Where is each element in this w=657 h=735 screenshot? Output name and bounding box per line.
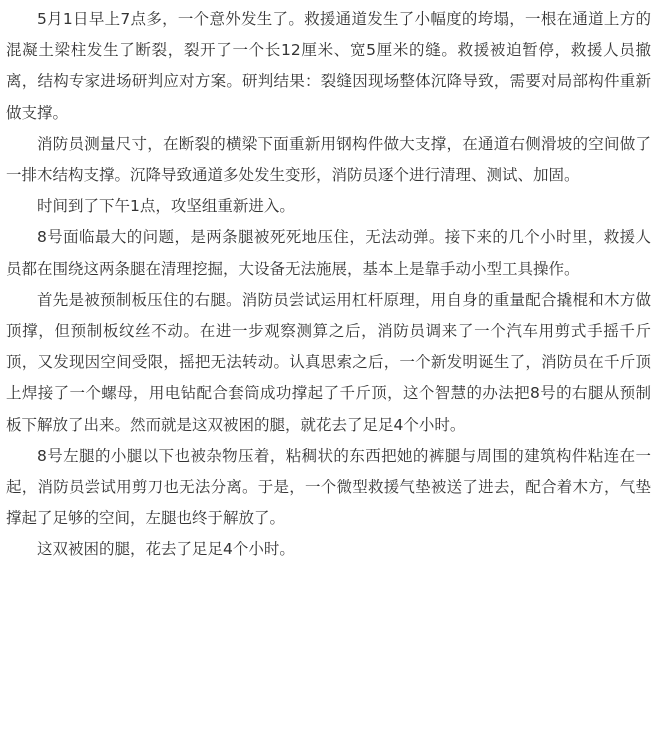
paragraph-2: 消防员测量尺寸，在断裂的横梁下面重新用钢构件做大支撑，在通道右侧滑坡的空间做了一排木结构支撑。沉降导致通道多处发生变形，消防员逐个进行清理、测试、加固。 (6, 134, 651, 185)
paragraph-5: 首先是被预制板压住的右腿。消防员尝试运用杠杆原理，用自身的重量配合撬棍和木方做顶撑，但预制板纹丝不动。在进一步观察测算之后，消防员调来了一个汽车用剪式手摇千斤顶，又发现因空间受限，摇把无法转动。认真思索之后，一个新发明诞生了，消防员在千斤顶上焊接了一个螺母，用电钻配合套筒成功撑起了千斤顶，这个智慧的办法把8号的右腿从预制板下解放了出来。然而就是这双被困的腿，就花去了足足4个小时。 (6, 290, 651, 434)
paragraph-4: 8号面临最大的问题，是两条腿被死死地压住，无法动弹。接下来的几个小时里，救援人员都在围绕这两条腿在清理挖掘，大设备无法施展，基本上是靠手动小型工具操作。 (6, 228, 651, 278)
paragraph-6: 8号左腿的小腿以下也被杂物压着，粘稠状的东西把她的裤腿与周围的建筑构件粘连在一起，消防员尝试用剪刀也无法分离。于是，一个微型救援气垫被送了进去，配合着木方，气垫撑起了足够的空间，左腿也终于解放了。 (6, 446, 651, 528)
paragraph-3: 时间到了下午1点，攻坚组重新进入。 (37, 197, 295, 216)
paragraph-7: 这双被困的腿，花去了足足4个小时。 (37, 540, 295, 559)
paragraph-1: 5月1日早上7点多，一个意外发生了。救援通道发生了小幅度的垮塌，一根在通道上方的混凝土梁柱发生了断裂，裂开了一个长12厘米、宽5厘米的缝。救援被迫暂停，救援人员撤离，结构专家进场研判应对方案。研判结果：裂缝因现场整体沉降导致，需要对局部构件重新做支撑。 (6, 10, 651, 122)
